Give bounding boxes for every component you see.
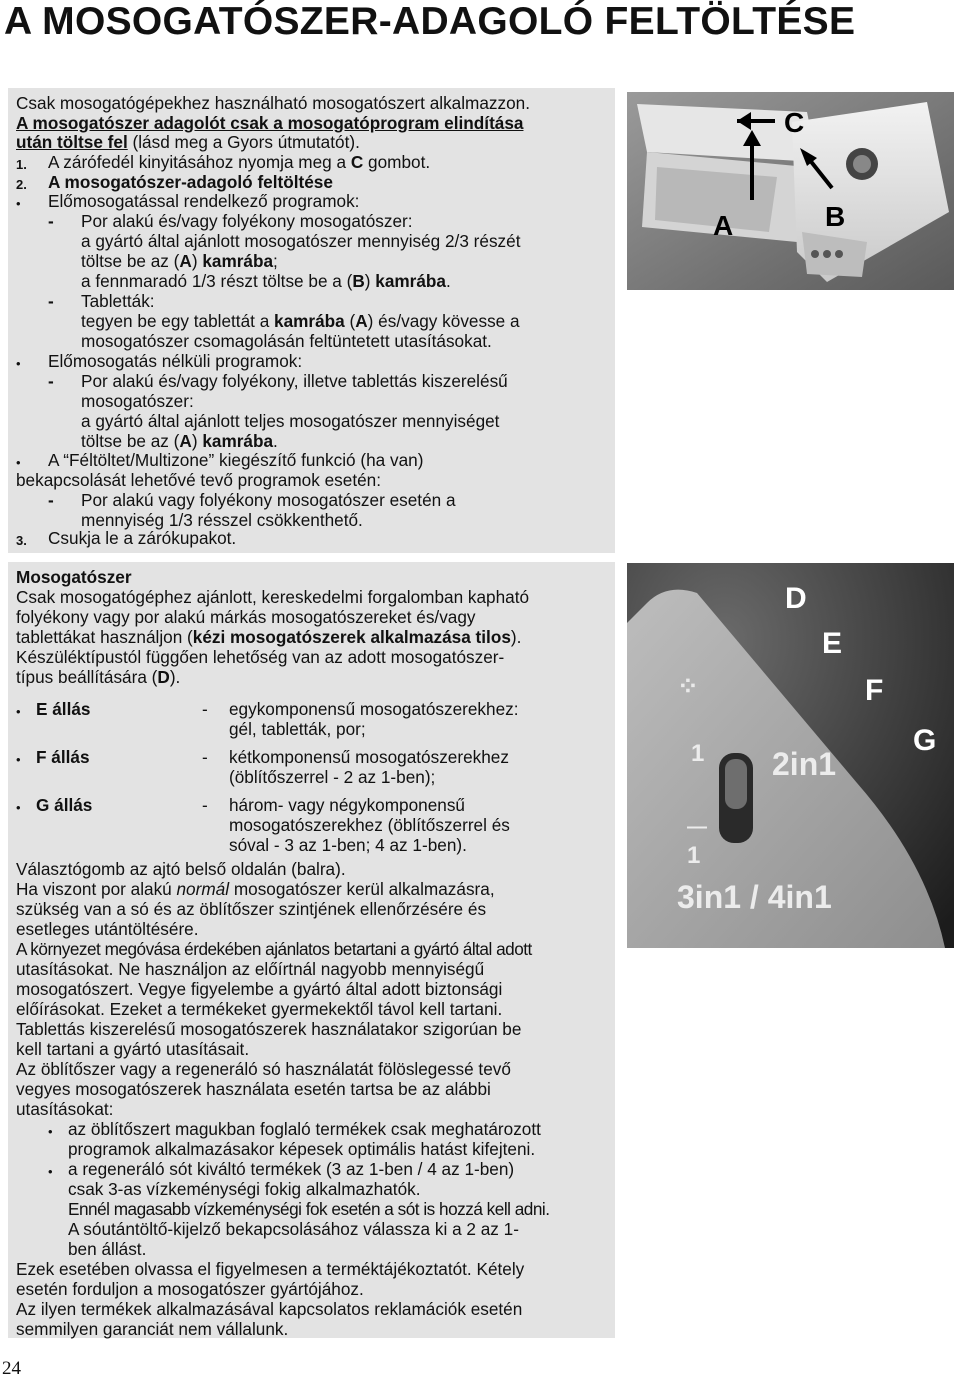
label-b: B [825,201,846,232]
sub-2-line-3: Ennél magasabb vízkeménységi fok esetén a sót is hozzá kell adni. [68,1199,550,1219]
line-5: A környezet megóvása érdekében ajánlatos betartani a gyártó által adott [16,939,532,959]
bullet-prewash: Előmosogatással rendelkező programok: [48,191,360,211]
line-10: kell tartani a gyártó utasításait. [16,1039,250,1059]
tablets-2: tegyen be egy tablettát a kamrába (A) és/vagy kövesse a [81,311,520,331]
multizone-powder-1: Por alakú vagy folyékony mosogatószer esetén a [81,490,456,510]
bullet-dot: • [16,704,21,719]
tablets-1: Tabletták: [81,291,155,311]
line-11: Az öblítőszer vagy a regeneráló só használatát fölöslegessé tevő [16,1059,511,1079]
e-desc-2: gél, tabletták, por; [229,719,366,739]
line-6: utasításokat. Ne használjon az előírtnál nagyobb mennyiségű [16,959,485,979]
step-3-number: 3. [16,533,27,548]
e-label: E állás [36,699,91,719]
sub-2-line-4: A sóutántöltő-kijelző bekapcsolásához válassza ki a 2 az 1- [68,1219,519,1239]
bullet-dot: • [16,455,21,470]
multizone-powder-2: mennyiség 1/3 résszel csökkenthető. [81,510,363,530]
f-label: F állás [36,747,90,767]
label-g: G [913,724,937,757]
bullet-dot: • [48,1164,53,1179]
label-e: E [822,627,843,660]
e-desc-1: egykomponensű mosogatószerekhez: [229,699,519,719]
no-prewash-4: töltse be az (A) kamrába. [81,431,278,451]
page-number: 24 [2,1358,21,1379]
detergent-heading: Mosogatószer [16,567,132,587]
line-12: vegyes mosogatószerek használata esetén tartsa be az alábbi [16,1079,491,1099]
prewash-powder-2: a gyártó által ajánlott mosogatószer mennyiség 2/3 részét [81,231,521,251]
prewash-powder-3: töltse be az (A) kamrába; [81,251,278,271]
mark-2in1: 2in1 [772,746,837,782]
line-16: Az ilyen termékek alkalmazásával kapcsolatos reklamációk esetén [16,1299,523,1319]
mark-dash: — [687,816,707,838]
line-8: előírásokat. Ezeket a termékeket gyermekektől távol kell tartani. [16,999,503,1019]
bullet-dot: • [48,1124,53,1139]
dots-icon: ⁘ [677,671,699,701]
step-2-heading: A mosogatószer-adagoló feltöltése [48,172,333,192]
p1-line-4: Készüléktípustól függően lehetőség van az adott mosogatószer- [16,647,505,667]
no-prewash-1: Por alakú és/vagy folyékony, illetve tablettás kiszerelésű [81,371,508,391]
sub-2-line-2: csak 3-as vízkeménységi fokig alkalmazhatók. [68,1179,421,1199]
multizone-1: A “Féltöltet/Multizone” kiegészítő funkció (ha van) [48,450,424,470]
mark-1-bottom: 1 [687,842,701,869]
bullet-dot: • [16,196,21,211]
dispenser-photo [627,92,954,290]
g-dash: - [202,795,208,815]
selector-photo [627,563,954,948]
p1-line-3: tablettákat használjon (kézi mosogatószerek alkalmazása tilos). [16,627,522,647]
multizone-2: bekapcsolását lehetővé tevő programok esetén: [16,470,381,490]
line-1: Választógomb az ajtó belső oldalán (balra). [16,859,346,879]
dash: - [48,371,54,391]
f-dash: - [202,747,208,767]
label-c: C [784,107,805,138]
line-17: semmilyen garanciát nem vállalunk. [16,1319,289,1339]
line-3: szükség van a só és az öblítőszer szintjének ellenőrzésére és [16,899,487,919]
step-1-text: A zárófedél kinyitásához nyomja meg a C gombot. [48,152,431,172]
sub-1-line-2: programok alkalmazásakor képesek optimális hatást kifejteni. [68,1139,536,1159]
prewash-powder-1: Por alakú és/vagy folyékony mosogatószer: [81,211,413,231]
sub-2-line-1: a regeneráló sót kiváltó termékek (3 az 1-ben / 4 az 1-ben) [68,1159,515,1179]
line-9: Tablettás kiszerelésű mosogatószerek használatakor szigorúan be [16,1019,522,1039]
f-desc-1: kétkomponensű mosogatószerekhez [229,747,509,767]
line-7: mosogatószert. Vegye figyelembe a gyártó által adott biztonsági [16,979,503,999]
g-desc-2: mosogatószerekhez (öblítőszerrel és [229,815,510,835]
mark-1-top: 1 [691,740,705,767]
f-desc-2: (öblítőszerrel - 2 az 1-ben); [229,767,436,787]
line-4: esetleges utántöltésére. [16,919,199,939]
e-dash: - [202,699,208,719]
sub-2-line-5: ben állást. [68,1239,147,1259]
step-1-number: 1. [16,157,27,172]
prewash-powder-4: a fennmaradó 1/3 részt töltse be a (B) kamrába. [81,271,451,291]
warning-line-1: A mosogatószer adagolót csak a mosogatóprogram elindítása [16,113,524,133]
mark-3in1-4in1: 3in1 / 4in1 [677,879,832,915]
line-15: esetén forduljon a mosogatószer gyártójához. [16,1279,364,1299]
no-prewash-3: a gyártó által ajánlott teljes mosogatószer mennyiséget [81,411,500,431]
line-2: Ha viszont por alakú normál mosogatószer kerül alkalmazásra, [16,879,495,899]
dash: - [48,291,54,311]
page-title: A MOSOGATÓSZER-ADAGOLÓ FELTÖLTÉSE [4,0,856,43]
step-2-number: 2. [16,177,27,192]
dash: - [48,211,54,231]
g-desc-1: három- vagy négykomponensű [229,795,465,815]
bullet-no-prewash: Előmosogatás nélküli programok: [48,351,303,371]
bullet-dot: • [16,752,21,767]
line-13: utasításokat: [16,1099,114,1119]
label-a: A [713,210,734,241]
step-3-text: Csukja le a zárókupakot. [48,528,237,548]
p1-line-1: Csak mosogatógéphez ajánlott, kereskedelmi forgalomban kapható [16,587,530,607]
g-desc-3: sóval - 3 az 1-ben; 4 az 1-ben). [229,835,467,855]
line-14: Ezek esetében olvassa el figyelmesen a terméktájékoztatót. Kétely [16,1259,525,1279]
intro-text: Csak mosogatógépekhez használható mosogatószert alkalmazzon. [16,93,531,113]
warning-line-2: után töltse fel (lásd meg a Gyors útmutatót). [16,132,360,152]
bullet-dot: • [16,356,21,371]
dash: - [48,490,54,510]
no-prewash-2: mosogatószer: [81,391,194,411]
bullet-dot: • [16,800,21,815]
g-label: G állás [36,795,93,815]
tablets-3: mosogatószer csomagolásán feltüntetett utasításokat. [81,331,492,351]
p1-line-5: típus beállítására (D). [16,667,181,687]
p1-line-2: folyékony vagy por alakú márkás mosogatószereket és/vagy [16,607,476,627]
label-f: F [865,674,884,707]
sub-1-line-1: az öblítőszert magukban foglaló termékek csak meghatározott [68,1119,541,1139]
label-d: D [785,582,807,615]
